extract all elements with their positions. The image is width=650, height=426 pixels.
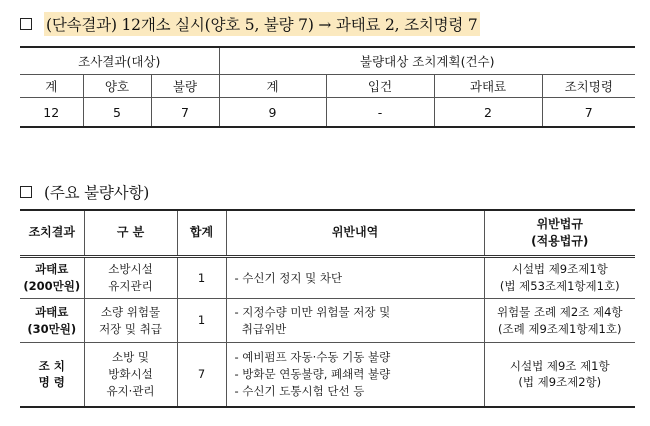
law-cell [484, 343, 635, 407]
violations-cell [226, 257, 484, 299]
category-line: 유지·관리 [106, 383, 155, 398]
result-cell [20, 343, 84, 407]
violations-cell [226, 343, 484, 407]
table-row [20, 343, 635, 407]
law-line: (법 제9조제2항) [518, 375, 602, 390]
law-line: (조례 제9조제1항제1호) [498, 321, 622, 336]
law-cell [484, 299, 635, 343]
group-header-action-plan: 불량대상 조치계획(건수) [219, 47, 635, 75]
result-line: (200만원) [23, 279, 81, 293]
violations-heading [20, 181, 149, 203]
violation-line: - 예비펌프 자동·수동 기동 불량 [234, 350, 391, 365]
sub-header: 양호 [83, 75, 151, 98]
violations-cell [226, 299, 484, 343]
sub-header: 조치명령 [542, 75, 635, 98]
result-line: 조 치 [38, 358, 65, 373]
value-cell: 7 [542, 98, 635, 128]
result-line: (30만원) [27, 321, 77, 336]
checkbox-icon [20, 18, 32, 30]
total-cell: 1 [177, 257, 226, 299]
total-cell: 7 [177, 343, 226, 407]
category-line: 소방시설 [108, 262, 153, 277]
violation-line: - 지정수량 미만 위험물 저장 및 [234, 304, 391, 319]
law-cell [484, 257, 635, 299]
category-cell [84, 299, 177, 343]
header-law-line1: 위반법규 [536, 216, 583, 231]
result-line: 과태료 [35, 262, 69, 277]
violations-table [20, 209, 635, 408]
violation-line: - 방화문 연동불량, 폐쇄력 불량 [234, 366, 391, 381]
header-law [484, 210, 635, 257]
header-total: 합계 [177, 210, 226, 257]
sub-header: 계 [20, 75, 83, 98]
sub-header: 과태료 [434, 75, 542, 98]
sub-header: 불량 [151, 75, 219, 98]
category-line: 소량 위험물 [100, 304, 161, 319]
category-line: 소방 및 [112, 350, 149, 365]
table-row [20, 299, 635, 343]
group-header-survey: 조사결과(대상) [20, 47, 219, 75]
table-row [20, 257, 635, 299]
header-category: 구 분 [84, 210, 177, 257]
sub-header: 입건 [326, 75, 434, 98]
violation-line: - 수신기 도통시험 단선 등 [234, 383, 365, 398]
category-line: 방화시설 [108, 366, 153, 381]
category-cell [84, 343, 177, 407]
violations-heading-text: (주요 불량사항) [44, 184, 150, 202]
summary-table [20, 46, 635, 128]
law-line: 시설법 제9조제1항 [511, 262, 608, 277]
header-violations: 위반내역 [226, 210, 484, 257]
law-line: 시설법 제9조 제1항 [509, 358, 610, 373]
result-line: 과태료 [35, 304, 69, 319]
category-cell [84, 257, 177, 299]
result-line: 명 령 [38, 375, 65, 390]
header-result: 조치결과 [20, 210, 84, 257]
value-cell: 2 [434, 98, 542, 128]
header-law-line2: (적용법규) [531, 234, 589, 248]
summary-heading-text: (단속결과) 12개소 실시(양호 5, 불량 7) → 과태료 2, 조치명령 7 [44, 12, 480, 36]
value-cell: 7 [151, 98, 219, 128]
law-line: (법 제53조제1항제1호) [499, 279, 620, 293]
category-line: 유지관리 [108, 279, 153, 293]
value-cell: 5 [83, 98, 151, 128]
violation-line: 취급위반 [234, 321, 287, 336]
result-cell [20, 299, 84, 343]
total-cell: 1 [177, 299, 226, 343]
sub-header: 계 [219, 75, 326, 98]
category-line: 저장 및 취급 [99, 321, 162, 336]
summary-heading [20, 12, 480, 36]
checkbox-icon [20, 186, 32, 198]
value-cell: 12 [20, 98, 83, 128]
violation-line: - 수신기 정지 및 차단 [234, 270, 343, 285]
law-line: 위험물 조례 제2조 제4항 [496, 304, 623, 319]
value-cell: 9 [219, 98, 326, 128]
value-cell: - [326, 98, 434, 128]
result-cell [20, 257, 84, 299]
